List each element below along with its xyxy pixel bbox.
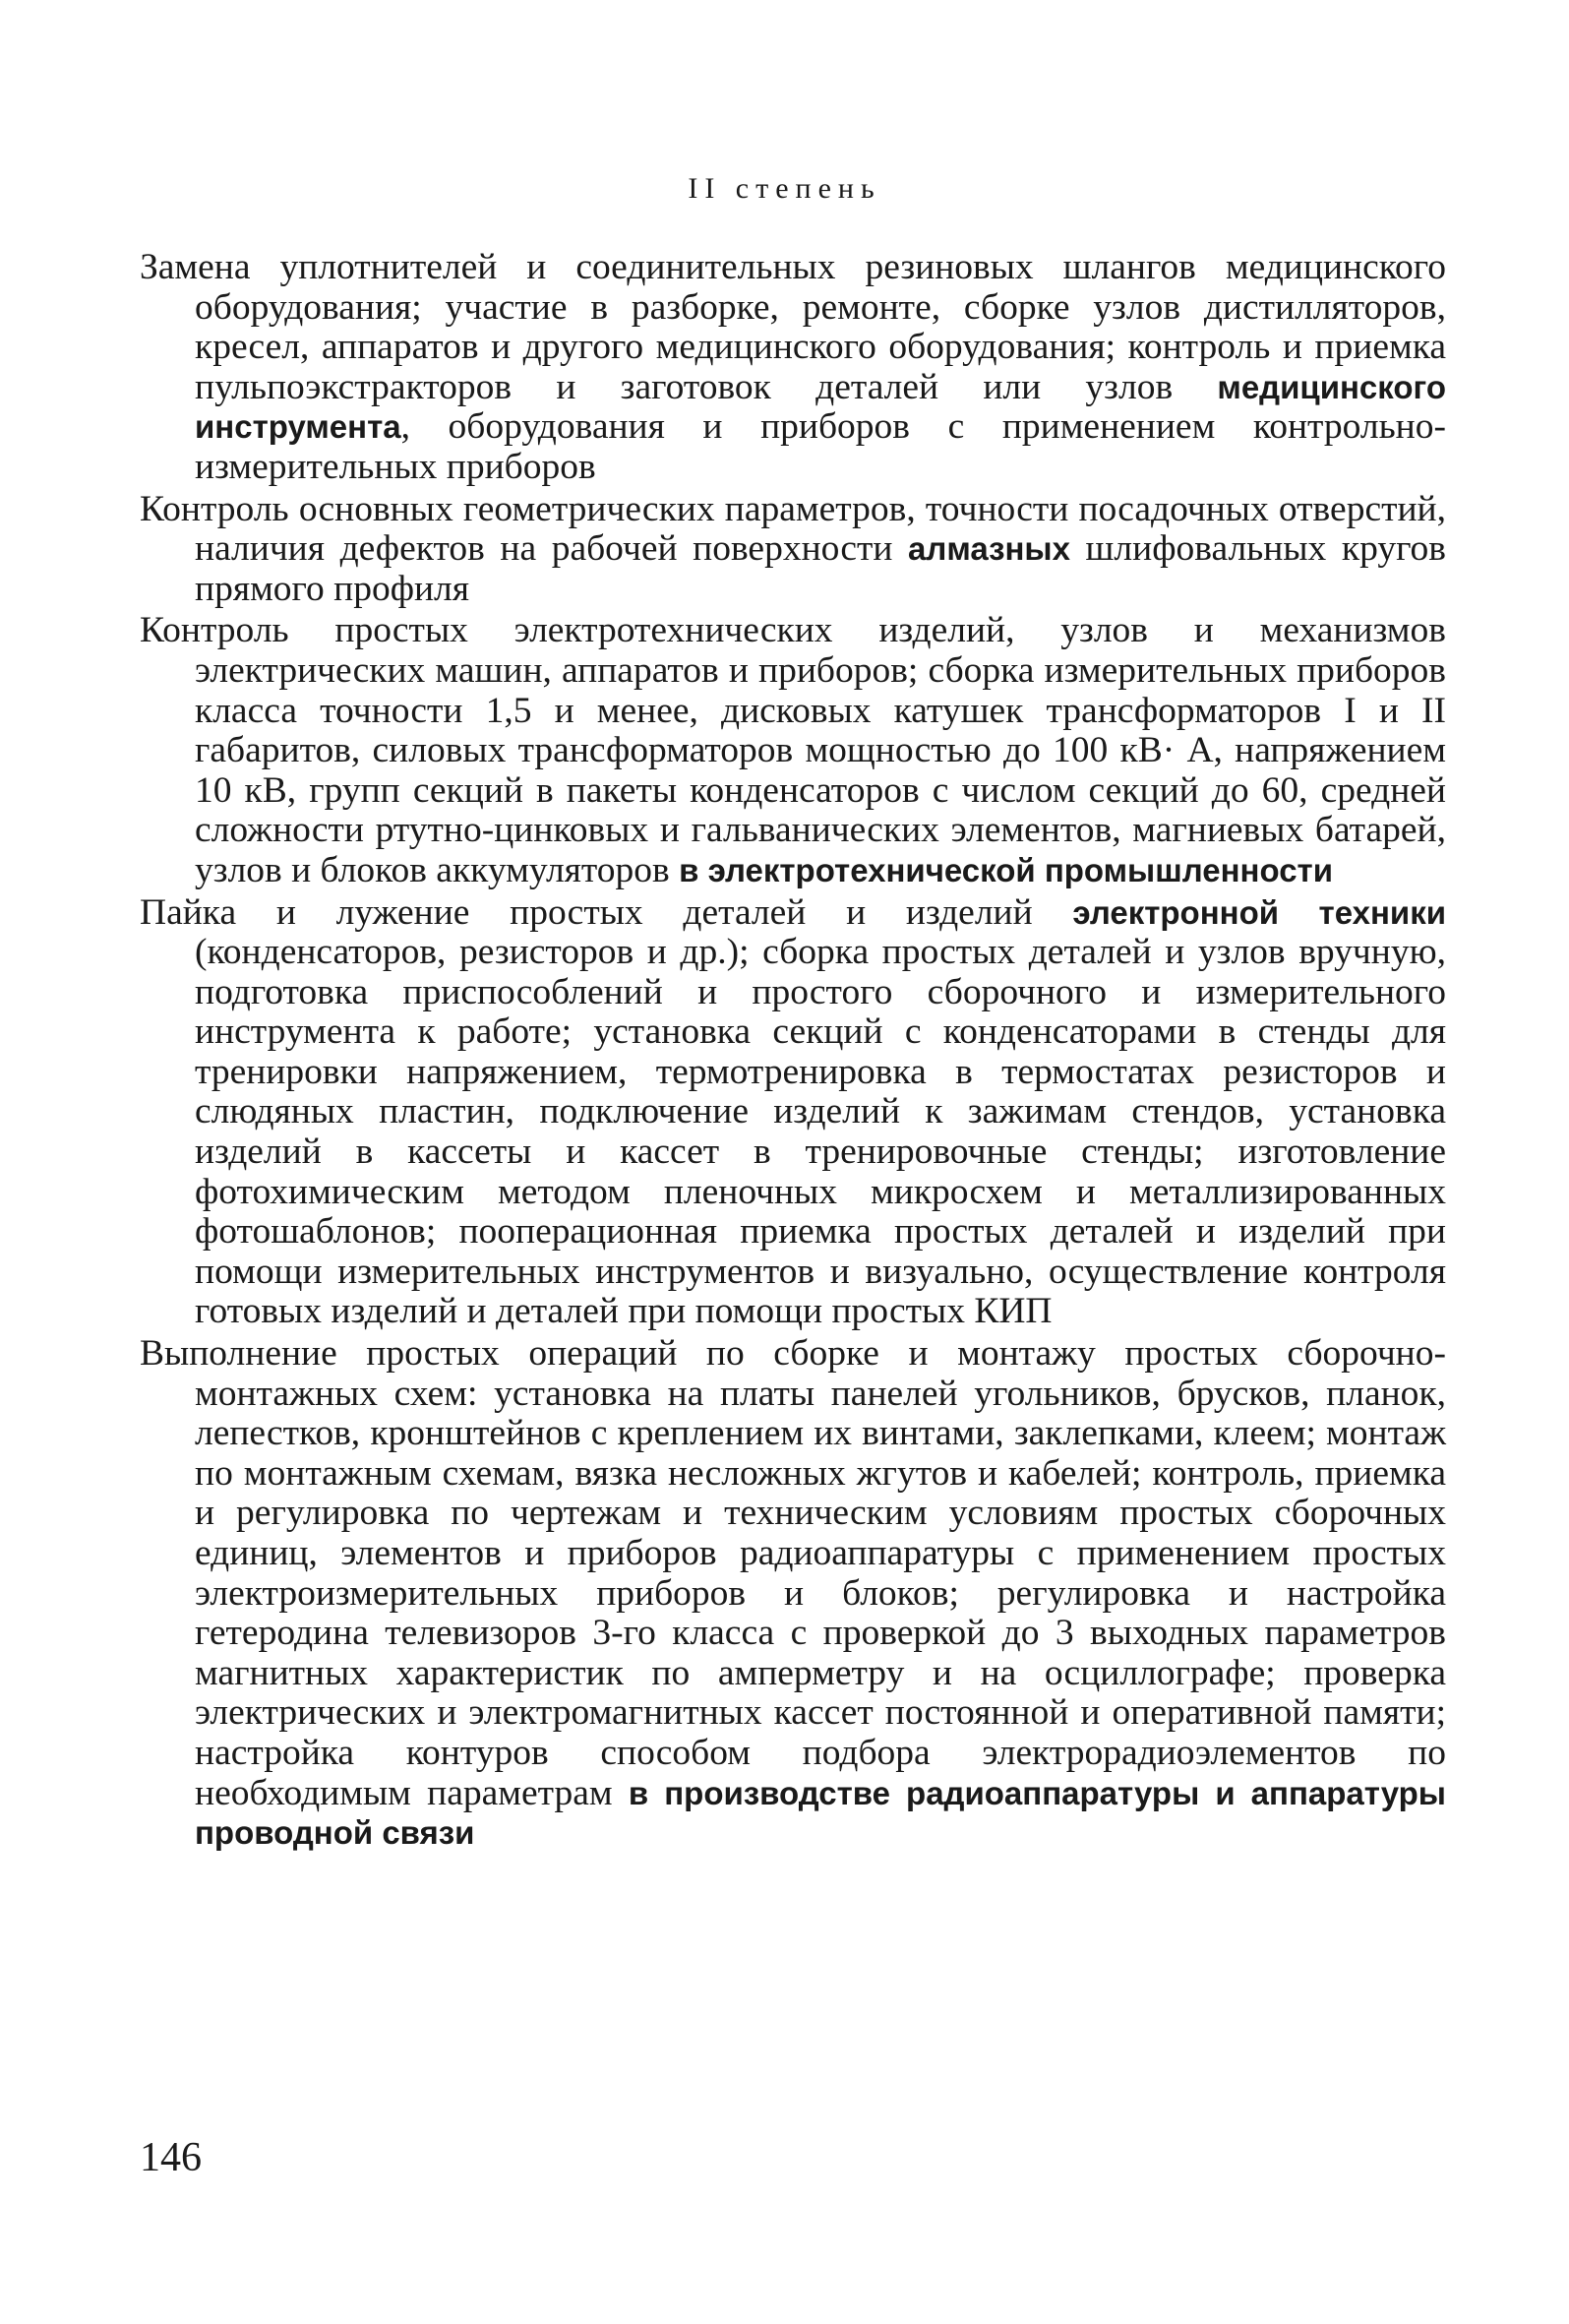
entry-text: Замена уплотнителей и соединительных резиновых шлангов медицинского оборудования; участие в разборке, ремонте, сборке узлов дистилляторов, кресел, аппаратов и другого медицинского оборудования; контроль и приемка пульпоэкстракторов и заготовок деталей или узлов <box>140 247 1446 407</box>
entry-industry-bold: в производстве радиоаппаратуры и аппаратуры проводной связи <box>195 1774 1446 1852</box>
entry-industry-bold: электронной техники <box>1072 893 1446 931</box>
entry-text: Пайка и лужение простых деталей и изделий <box>140 891 1073 933</box>
entry-text: Выполнение простых операций по сборке и монтажу простых сборочно-монтажных схем: установка на платы панелей угольников, брусков, планок, лепестков, кронштейнов с креплением их винтами, заклепками, клеем; монтаж по монтажным схемам, вязка несложных жгутов и кабелей; контроль, приемка и регулировка по чертежам и техническим условиям простых сборочных единиц, элементов и приборов радиоаппаратуры с применением простых электроизмерительных приборов и блоков; регулировка и настройка гетеродина телевизоров 3-го класса с проверкой до 3 выходных параметров магнитных характеристик по амперметру и на осциллографе; проверка электрических и электромагнитных кассет постоянной и оперативной памяти; настройка контуров способом подбора электрорадиоэлементов по необходимым параметрам <box>140 1333 1446 1813</box>
work-entry <box>140 248 1446 488</box>
entry-tail: (конденсаторов, резисторов и др.); сборка простых деталей и узлов вручную, подготовка приспособлений и простого сборочного и измерительного инструмента к работе; установка секций с конденсаторами в стенды для тренировки напряжением, термотренировка в термостатах резисторов и слюдяных пластин, подключение изделий к зажимам стендов, установка изделий в кассеты и кассет в тренировочные стенды; изготовление фотохимическим методом пленочных микросхем и металлизированных фотошаблонов; пооперационная приемка простых деталей и изделий при помощи измерительных инструментов и визуально, осуществление контроля готовых изделий и деталей при помощи простых КИП <box>195 932 1446 1332</box>
entry-text: Контроль основных геометрических параметров, точности посадочных отверстий, наличия дефектов на рабочей поверхности <box>140 488 1446 570</box>
work-entry <box>140 490 1446 610</box>
entry-tail: , оборудования и приборов с применением контрольно-измерительных приборов <box>195 406 1446 487</box>
work-entry <box>140 611 1446 890</box>
entry-text: Контроль простых электротехнических изделий, узлов и механизмов электрических машин, аппаратов и приборов; сборка измерительных приборов класса точности 1,5 и менее, дисковых катушек трансформаторов I и II габаритов, силовых трансформаторов мощностью до 100 кВ· А, напряжением 10 кВ, групп секций в пакеты конденсаторов с числом секций до 60, средней сложности ртутно-цинковых и гальванических элементов, магниевых батарей, узлов и блоков аккумуляторов <box>140 610 1446 890</box>
section-heading: II степень <box>688 172 881 205</box>
page-number: 146 <box>140 2135 202 2180</box>
entry-industry-bold: медицинского инструмента <box>195 368 1446 446</box>
work-description-list <box>140 248 1446 1854</box>
entry-industry-bold: в электротехнической промышленности <box>679 851 1334 888</box>
entry-tail: шлифовальных кругов прямого профиля <box>195 528 1446 609</box>
work-entry <box>140 893 1446 1333</box>
entry-industry-bold: алмазных <box>908 530 1070 568</box>
work-entry <box>140 1334 1446 1854</box>
